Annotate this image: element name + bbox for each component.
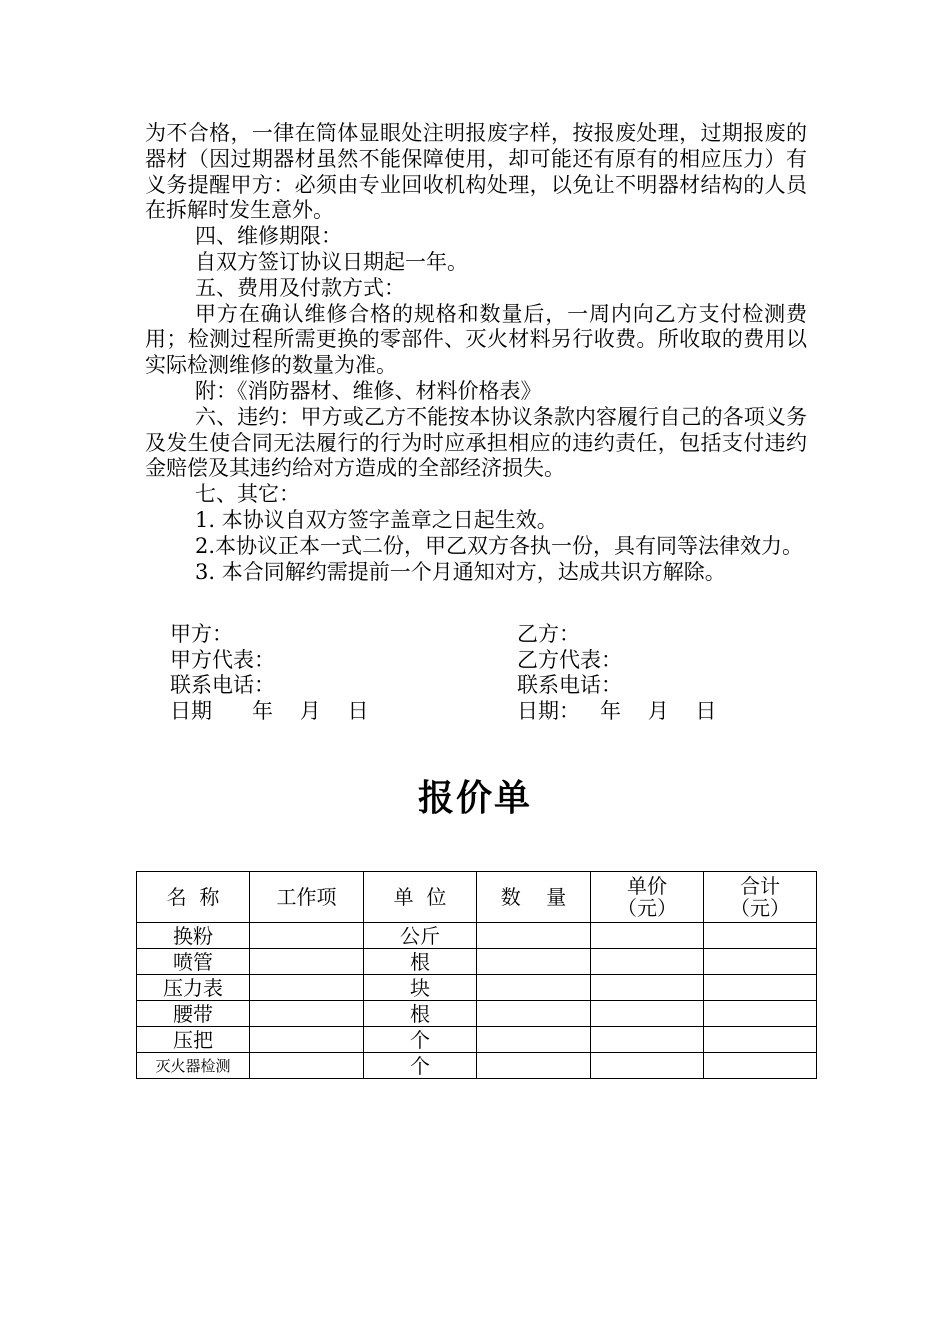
contract-paragraph: 七、其它： <box>195 482 300 507</box>
table-cell <box>250 1053 364 1079</box>
table-cell <box>591 923 704 949</box>
table-cell <box>591 949 704 975</box>
quote-header-cell: 数 量 <box>477 872 591 923</box>
table-cell <box>477 949 591 975</box>
table-cell <box>704 975 817 1001</box>
table-cell: 腰带 <box>137 1001 250 1027</box>
signature-row-date <box>170 699 790 725</box>
quote-header-cell: 合计 （元） <box>704 872 817 923</box>
contract-paragraph: 为不合格，一律在筒体显眼处注明报废字样，按报废处理，过期报废的器材（因过期器材虽然不能保障使用，却可能还有原有的相应压力）有义务提醒甲方：必须由专业回收机构处理，以免让不明器材结构的人员在拆解时发生意外。 <box>145 121 807 223</box>
table-cell <box>704 1027 817 1053</box>
contract-paragraph: 六、违约：甲方或乙方不能按本协议条款内容履行自己的各项义务及发生使合同无法履行的行为时应承担相应的违约责任，包括支付违约金赔偿及其违约给对方造成的全部经济损失。 <box>145 404 807 481</box>
table-cell <box>250 1027 364 1053</box>
table-cell: 灭火器检测 <box>137 1053 250 1079</box>
table-cell <box>250 975 364 1001</box>
table-cell <box>250 949 364 975</box>
signature-row-phone <box>170 673 790 699</box>
table-cell <box>250 1001 364 1027</box>
signature-row-representative <box>170 648 790 674</box>
table-row <box>137 1027 817 1053</box>
quote-header-cell: 工作项 <box>250 872 364 923</box>
quote-header-cell: 单价 （元） <box>591 872 704 923</box>
quote-title: 报价单 <box>417 778 532 819</box>
party-a-representative: 甲方代表： <box>170 647 275 672</box>
contract-paragraph: 五、费用及付款方式： <box>195 275 405 300</box>
table-cell <box>704 1053 817 1079</box>
table-cell: 换粉 <box>137 923 250 949</box>
table-cell: 根 <box>364 949 477 975</box>
table-cell <box>477 1053 591 1079</box>
table-cell <box>477 1001 591 1027</box>
table-cell <box>704 923 817 949</box>
table-row <box>137 1053 817 1079</box>
table-cell: 个 <box>364 1027 477 1053</box>
table-cell <box>477 923 591 949</box>
party-b-date: 日期： 年 月 日 <box>517 698 717 723</box>
table-cell <box>591 975 704 1001</box>
table-row <box>137 923 817 949</box>
quote-header-cell: 名 称 <box>137 872 250 923</box>
party-b-label: 乙方： <box>517 622 580 646</box>
contract-paragraph: 2.本协议正本一式二份，甲乙双方各执一份，具有同等法律效力。 <box>195 533 804 558</box>
party-a-label: 甲方： <box>170 622 233 646</box>
contract-paragraph: 3. 本合同解约需提前一个月通知对方，达成共识方解除。 <box>195 559 726 584</box>
table-cell: 块 <box>364 975 477 1001</box>
contract-body <box>145 121 807 585</box>
table-cell <box>591 1027 704 1053</box>
contract-paragraph: 1. 本协议自双方签字盖章之日起生效。 <box>195 507 558 532</box>
quote-table-body <box>137 923 817 1079</box>
table-row <box>137 1001 817 1027</box>
table-cell <box>477 975 591 1001</box>
table-cell <box>250 923 364 949</box>
table-row <box>137 975 817 1001</box>
contract-paragraph: 甲方在确认维修合格的规格和数量后，一周内向乙方支付检测费用；检测过程所需更换的零部件、灭火材料另行收费。所收取的费用以实际检测维修的数量为准。 <box>145 301 807 378</box>
table-cell: 压把 <box>137 1027 250 1053</box>
contract-paragraph: 附：《消防器材、维修、材料价格表》 <box>195 378 542 403</box>
table-cell <box>591 1001 704 1027</box>
table-cell: 喷管 <box>137 949 250 975</box>
signature-block <box>170 622 790 724</box>
table-cell: 个 <box>364 1053 477 1079</box>
quote-header-cell: 单 位 <box>364 872 477 923</box>
party-a-phone: 联系电话： <box>170 673 275 697</box>
table-cell: 压力表 <box>137 975 250 1001</box>
table-cell: 公斤 <box>364 923 477 949</box>
contract-paragraph: 四、维修期限： <box>195 224 342 249</box>
table-cell: 根 <box>364 1001 477 1027</box>
quote-header-row <box>137 872 817 923</box>
quote-table <box>136 871 817 1079</box>
table-cell <box>704 1001 817 1027</box>
table-cell <box>704 949 817 975</box>
signature-row-party <box>170 622 790 648</box>
contract-paragraph: 自双方签订协议日期起一年。 <box>195 249 468 274</box>
party-b-phone: 联系电话： <box>517 673 622 697</box>
table-cell <box>477 1027 591 1053</box>
table-row <box>137 949 817 975</box>
party-b-representative: 乙方代表： <box>517 647 622 672</box>
party-a-date: 日期 年 月 日 <box>170 698 369 723</box>
table-cell <box>591 1053 704 1079</box>
